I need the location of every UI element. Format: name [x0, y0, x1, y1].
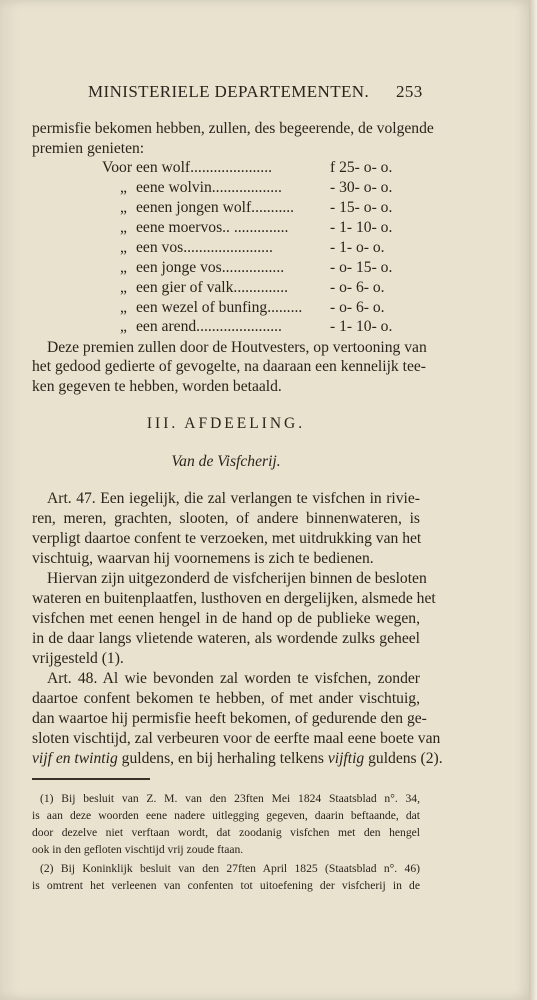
- footnote-line: is aan deze woorden eene nadere uitlegging gegeven, daarin beftaande, dat: [32, 809, 420, 822]
- page-number: 253: [396, 82, 423, 101]
- text-line: het gedood gedierte of gevogelte, na daaraan een kennelijk tee-: [32, 358, 426, 375]
- premium-label: „: [120, 299, 127, 316]
- text-run: guldens (2).: [364, 750, 443, 767]
- premium-row: [32, 217, 420, 239]
- text-line: in de daar langs vlietende wateren, als wordende zulks geheel: [32, 630, 420, 647]
- section-subtitle: Van de Visfcherij.: [171, 453, 281, 470]
- premium-row: [32, 257, 420, 279]
- text-line: vrijgesteld (1).: [32, 650, 124, 667]
- section-heading: III. AFDEELING.: [146, 415, 306, 432]
- premium-animal: een wezel of bunfing.........: [136, 299, 303, 316]
- text-line: Hiervan zijn uitgezonderd de visfcherijen binnen de besloten: [47, 570, 427, 587]
- premium-amount: - 30- o- o.: [330, 179, 393, 196]
- premium-label: „: [120, 219, 127, 236]
- footnote-rule: [32, 778, 150, 780]
- premium-amount: - 1- 10- o.: [330, 318, 393, 335]
- page-edge: [529, 0, 537, 1000]
- premium-animal: een vos.......................: [136, 239, 273, 256]
- text-line: Deze premien zullen door de Houtvesters, op vertooning van: [47, 339, 427, 356]
- text-line: permisfie bekomen hebben, zullen, des begeerende, de volgende: [32, 120, 434, 137]
- premium-label: „: [120, 239, 127, 256]
- text-line: verpligt daartoe confent te verzoeken, met uitdrukking van het: [32, 530, 422, 547]
- premium-animal: eene moervos.. ..............: [136, 219, 289, 236]
- premium-animal: een arend......................: [136, 318, 282, 335]
- text-line: visfchen met eenen hengel in de hand op de publieke wegen,: [32, 610, 420, 627]
- premium-label: „: [120, 318, 127, 335]
- premium-amount: - 15- o- o.: [330, 199, 393, 216]
- premium-amount: - o- 6- o.: [330, 299, 385, 316]
- premium-amount: f 25- o- o.: [330, 159, 393, 176]
- premium-amount: - 1- o- o.: [330, 239, 385, 256]
- premium-row: [32, 157, 420, 179]
- text-line: ren, meren, grachten, slooten, of andere binnenwateren, is: [32, 510, 420, 527]
- text-line: wateren en buitenplaatfen, lusthoven en dergelijken, alsmede het: [32, 590, 436, 607]
- footnote-line: (1) Bij besluit van Z. M. van den 23ften Mei 1824 Staatsblad n°. 34,: [40, 792, 420, 805]
- premium-row: [32, 237, 420, 259]
- text-line: daartoe confent bekomen te hebben, of met ander vischtuig,: [32, 690, 420, 707]
- footnote-line: ook in den gefloten vischtijd vrij zoude ftaan.: [32, 843, 244, 856]
- text-line: Art. 48. Al wie bevonden zal worden te visfchen, zonder: [47, 670, 420, 687]
- premium-amount: - o- 6- o.: [330, 279, 385, 296]
- premium-label: Voor: [102, 159, 133, 176]
- italic-phrase: vijf en twintig: [32, 750, 118, 767]
- footnote-line: (2) Bij Koninklijk besluit van den 27ften April 1825 (Staatsblad n°. 46): [40, 862, 420, 875]
- text-line: Art. 47. Een iegelijk, die zal verlangen te visfchen in rivie-: [47, 490, 420, 507]
- premium-row: [32, 277, 420, 299]
- text-run: guldens, en bij herhaling telkens: [117, 750, 328, 767]
- premium-row: [32, 177, 420, 199]
- premium-label: „: [120, 179, 127, 196]
- premium-animal: eene wolvin..................: [136, 179, 282, 196]
- text-line: premien genieten:: [32, 140, 145, 157]
- italic-phrase: vijftig: [327, 750, 365, 767]
- text-line: dan waartoe hij permisfie heeft bekomen, of gedurende den ge-: [32, 710, 427, 727]
- premium-amount: - 1- 10- o.: [330, 219, 393, 236]
- premium-row: [32, 316, 420, 338]
- footnote-line: is omtrent het verleenen van confenten tot uitoefening der visfcherij in de: [32, 879, 420, 892]
- premium-animal: een gier of valk..............: [136, 279, 288, 296]
- header-title: MINISTERIELE DEPARTEMENTEN.: [88, 82, 370, 101]
- premium-row: [32, 197, 420, 219]
- premium-label: „: [120, 199, 127, 216]
- text-line-mixed: [32, 748, 443, 770]
- premium-label: „: [120, 279, 127, 296]
- premium-animal: een wolf.....................: [136, 159, 272, 176]
- premium-amount: - o- 15- o.: [330, 259, 393, 276]
- text-line: vischtuig, waarvan hij voornemens is zich te bedienen.: [32, 550, 374, 567]
- premium-label: „: [120, 259, 127, 276]
- premium-animal: een jonge vos................: [136, 259, 285, 276]
- text-line: ken gegeven te hebben, worden betaald.: [32, 378, 282, 395]
- footnote-line: door dezelve niet verftaan wordt, dat zoodanig visfchen met den hengel: [32, 826, 420, 839]
- text-line: sloten vischtijd, zal verbeuren voor de eerfte maal eene boete van: [32, 730, 441, 747]
- premium-animal: eenen jongen wolf...........: [136, 199, 295, 216]
- running-header: [88, 82, 428, 108]
